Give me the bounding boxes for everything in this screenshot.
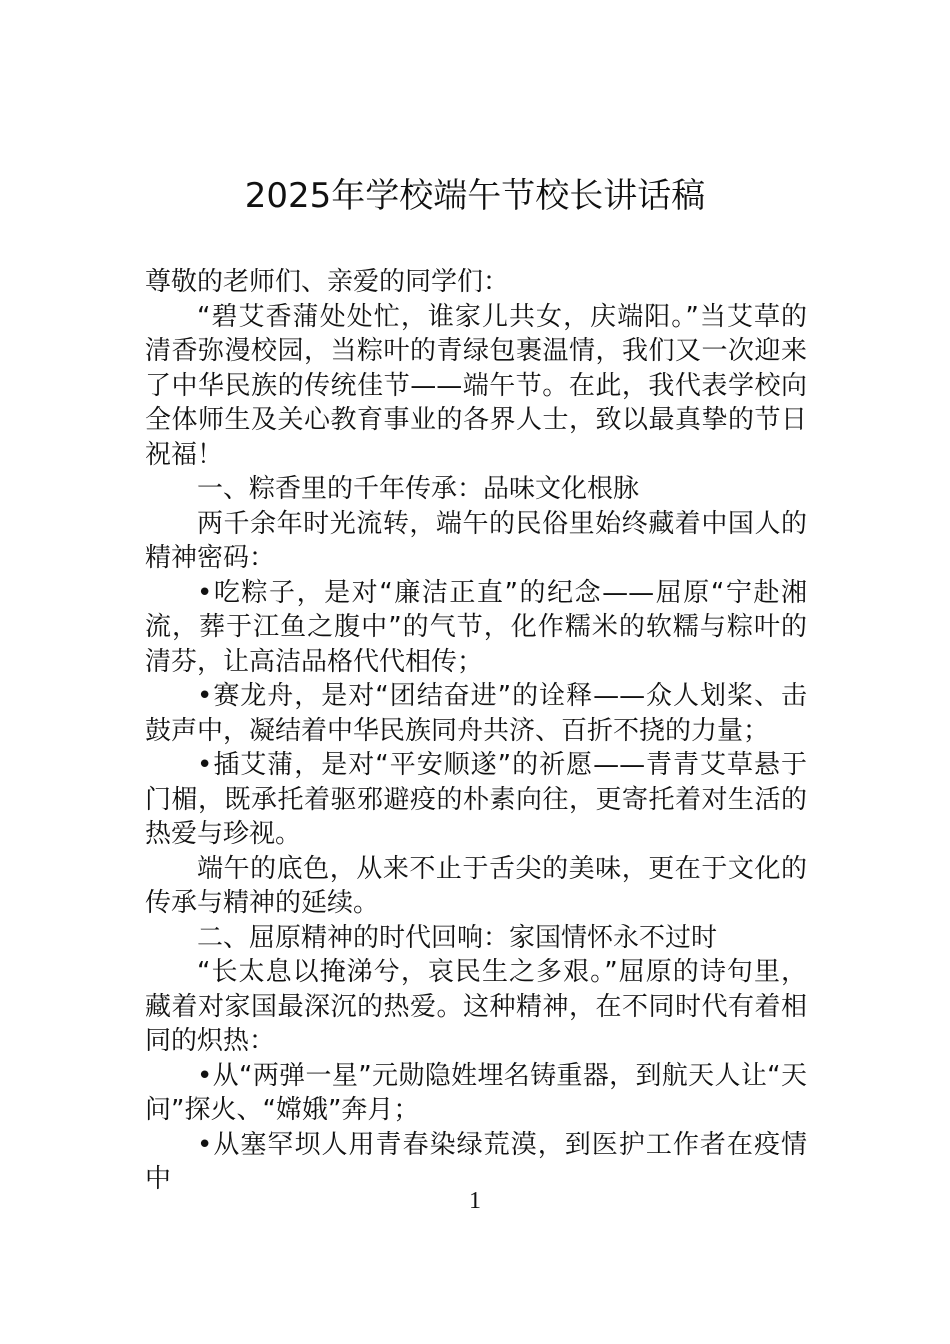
body-paragraph: 端午的底色，从来不止于舌尖的美味，更在于文化的传承与精神的延续。: [145, 853, 807, 918]
bullet-item: •吃粽子，是对“廉洁正直”的纪念——屈原“宁赴湘流，葬于江鱼之腹中”的气节，化作糯米的软糯与粽叶的清芬，让高洁品格代代相传；: [145, 577, 807, 677]
body-paragraph: 两千余年时光流转，端午的民俗里始终藏着中国人的精神密码：: [145, 508, 807, 573]
bullet-item: •插艾蒲，是对“平安顺遂”的祈愿——青青艾草悬于门楣，既承托着驱邪避疫的朴素向往，更寄托着对生活的热爱与珍视。: [145, 750, 807, 849]
bullet-item: •从塞罕坝人用青春染绿荒漠，到医护工作者在疫情中: [145, 1129, 807, 1194]
bullet-item: •赛龙舟，是对“团结奋进”的诠释——众人划桨、击鼓声中，凝结着中华民族同舟共济、百折不挠的力量；: [145, 681, 807, 746]
section-heading-2: 二、屈原精神的时代回响：家国情怀永不过时: [197, 922, 718, 953]
body-paragraph: “长太息以掩涕兮，哀民生之多艰。”屈原的诗句里，藏着对家国最深沉的热爱。这种精神，在不同时代有着相同的炽热：: [145, 957, 807, 1056]
document-body: [145, 265, 807, 1197]
salutation: 尊敬的老师们、亲爱的同学们：: [145, 267, 510, 297]
bullet-item: •从“两弹一星”元勋隐姓埋名铸重器，到航天人让“天问”探火、“嫦娥”奔月；: [145, 1060, 807, 1125]
page-number: 1: [469, 1188, 481, 1214]
section-heading-1: 一、粽香里的千年传承：品味文化根脉: [197, 474, 640, 504]
document-title: 2025年学校端午节校长讲话稿: [244, 176, 706, 216]
intro-paragraph: “碧艾香蒲处处忙，谁家儿共女，庆端阳。”当艾草的清香弥漫校园，当粽叶的青绿包裹温情，我们又一次迎来了中华民族的传统佳节——端午节。在此，我代表学校向全体师生及关心教育事业的各界人士，致以最真挚的节日祝福！: [145, 301, 807, 470]
